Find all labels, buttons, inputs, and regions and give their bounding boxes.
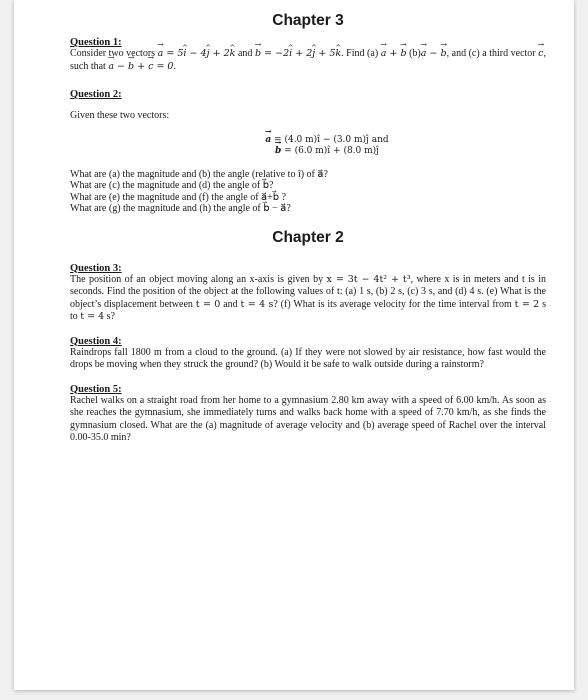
question-1-title: Question 1: bbox=[70, 37, 122, 48]
question-4-title: Question 4: bbox=[70, 335, 122, 347]
question-2-line-3: What are (e) the magnitude and (f) the angle of a⃗+b⃗ ? bbox=[70, 191, 287, 203]
question-2-line-1: What are (a) the magnitude and (b) the angle (relative to î) of a⃗? bbox=[70, 168, 328, 180]
question-5-text: Rachel walks on a straight road from her home to a gymnasium 2.80 km away with a speed of 6.00 km/h. As soon as she reaches the gymnasium, she immediately turns and walks back home with a speed of 7.70 km/h, as she finds the gymnasium closed. What are the (a) magnitude of average velocity and (b) average speed of Rachel over the interval 0.00-35.0 min? bbox=[70, 394, 546, 443]
question-2-line-4: What are (g) the magnitude and (h) the angle of b⃗ − a⃗? bbox=[70, 203, 291, 214]
question-2-parts bbox=[70, 169, 546, 215]
vector-a-definition: → a = (4.0 m)î − (3.0 m)ĵ and bbox=[108, 135, 546, 146]
question-2-line-2: What are (c) the magnitude and (d) the angle of b⃗? bbox=[70, 180, 274, 191]
chapter-2-heading: Chapter 2 bbox=[272, 228, 344, 246]
question-2-vectors bbox=[108, 135, 546, 157]
question-3-text: The position of an object moving along an x-axis is given by x = 3t − 4t² + t³, where x is in meters and t is in seconds. Find the position of the object at the following values of t: (a) 1 s, (b) 2 s, (c) 3 s, and (d) 4 s. (e) What is the object’s displacement between t = 0 and t = 4 s? (f) What is its average velocity for the time interval from t = 2 s to t = 4 s? bbox=[70, 273, 547, 322]
chapter-3-heading: Chapter 3 bbox=[272, 12, 344, 29]
vector-b-definition: → b = (6.0 m)î + (8.0 m)ĵ bbox=[108, 146, 546, 157]
question-2 bbox=[70, 89, 546, 215]
question-3-title: Question 3: bbox=[70, 262, 122, 274]
question-3 bbox=[70, 263, 546, 324]
document-page bbox=[14, 0, 574, 690]
question-1 bbox=[70, 37, 546, 73]
question-1-text: Consider two vectors → a = 5^ i − 4^ j + 2^ k and → b = −2^ i + 2^ j + 5^ k. Find (a) → a + → b (b)→ a − → b, and (c) a third vector → c, such that → a − → b + → c = 0. bbox=[70, 48, 546, 73]
question-2-intro: Given these two vectors: bbox=[70, 110, 170, 121]
document-content bbox=[70, 12, 546, 445]
question-5-title: Question 5: bbox=[70, 383, 122, 395]
question-2-title: Question 2: bbox=[70, 89, 122, 100]
question-4-text: Raindrops fall 1800 m from a cloud to the ground. (a) If they were not slowed by air resistance, how fast would the drops be moving when they struck the ground? (b) Would it be safe to walk outside during a rainstorm? bbox=[70, 346, 546, 370]
question-5 bbox=[70, 384, 546, 445]
question-4 bbox=[70, 336, 546, 372]
